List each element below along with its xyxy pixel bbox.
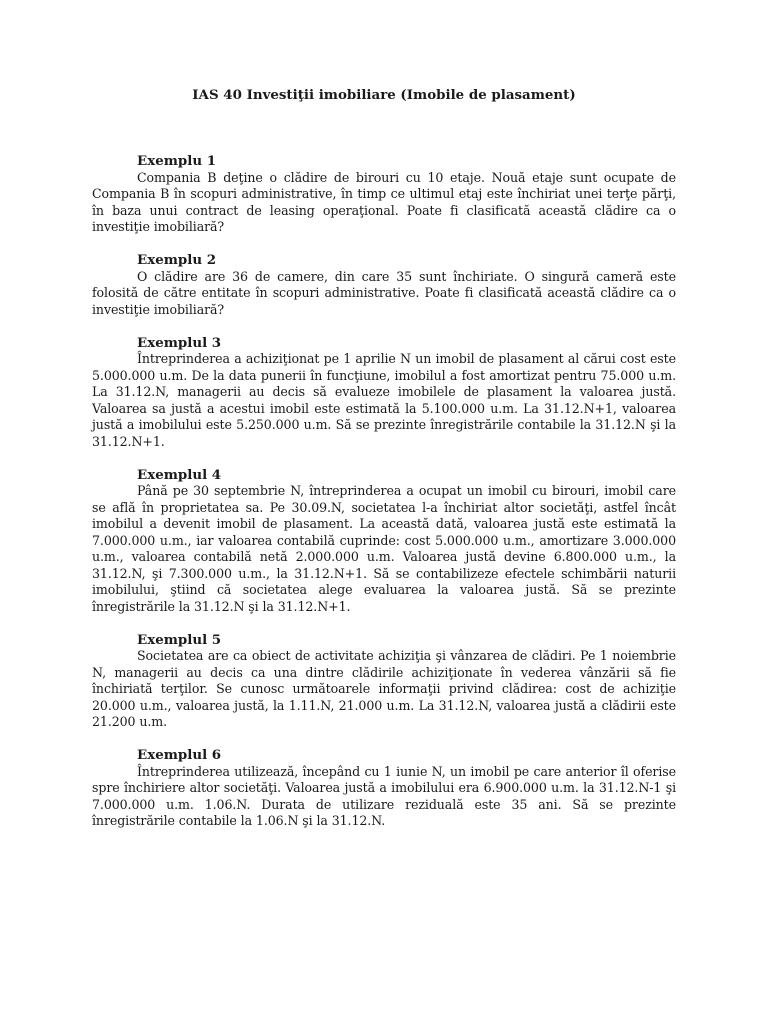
example-6-heading: Exemplul 6 xyxy=(137,747,222,763)
example-5-text: Societatea are ca obiect de activitate achiziţia şi vânzarea de clădiri. Pe 1 noiembrie N, managerii au decis ca una dintre clădirile achiziţionate în vederea vânzării să fie închiriată terţilor. Se cunosc următoarele informaţii privind clădirea: cost de achiziţie 20.000 u.m., valoarea justă, la 1.11.N, 21.000 u.m. La 31.12.N, valoarea justă a clădirii este 21.200 u.m. xyxy=(92,648,676,729)
example-6-text: Întreprinderea utilizează, începând cu 1 iunie N, un imobil pe care anterior îl oferise spre închiriere altor societăţi. Valoarea justă a imobilului era 6.900.000 u.m. la 31.12.N-1 şi 7.000.000 u.m. 1.06.N. Durata de utilizare reziduală este 35 ani. Să se prezinte înregistrările contabile la 1.06.N şi la 31.12.N. xyxy=(92,763,676,828)
page-title: IAS 40 Investiţii imobiliare (Imobile de plasament) xyxy=(192,87,576,103)
example-1-heading: Exemplu 1 xyxy=(137,153,217,169)
example-2-text: O clădire are 36 de camere, din care 35 sunt închiriate. O singură cameră este folosită de către entitate în scopuri administrative. Poate fi clasificată această clădire ca o investiţie imobiliară? xyxy=(92,268,676,317)
example-3-heading: Exemplul 3 xyxy=(137,334,222,351)
example-2 xyxy=(92,252,676,318)
example-1 xyxy=(92,153,676,236)
document-content xyxy=(92,153,676,846)
example-4-heading: Exemplul 4 xyxy=(137,466,222,483)
example-2-heading: Exemplu 2 xyxy=(137,252,217,268)
example-3-text: Întreprinderea a achiziţionat pe 1 aprilie N un imobil de plasament al cărui cost este 5.000.000 u.m. De la data punerii în funcţiune, imobilul a fost amortizat pentru 75.000 u.m. La 31.12.N, managerii au decis să evalueze imobilele de plasament la valoarea justă. Valoarea sa justă a acestui imobil este estimată la 5.100.000 u.m. La 31.12.N+1, valoarea justă a imobilului este 5.250.000 u.m. Să se prezinte înregistrările contabile la 31.12.N şi la 31.12.N+1. xyxy=(92,351,676,449)
example-5 xyxy=(92,632,676,731)
example-1-text: Compania B deţine o clădire de birouri cu 10 etaje. Nouă etaje sunt ocupate de Compania B în scopuri administrative, în timp ce ultimul etaj este închiriat unei terţe părţi, în baza unui contract de leasing operaţional. Poate fi clasificată această clădire ca o investiţie imobiliară? xyxy=(92,169,676,234)
example-5-heading: Exemplul 5 xyxy=(137,631,222,648)
example-4 xyxy=(92,467,676,616)
example-3 xyxy=(92,335,676,451)
example-4-text: Până pe 30 septembrie N, întreprinderea a ocupat un imobil cu birouri, imobil care se află în proprietatea sa. Pe 30.09.N, societatea l-a închiriat altor societăţi, astfel încât imobilul a devenit imobil de plasament. La această dată, valoarea justă este estimată la 7.000.000 u.m., iar valoarea contabilă cuprinde: cost 5.000.000 u.m., amortizare 3.000.000 u.m., valoarea contabilă netă 2.000.000 u.m. Valoarea justă devine 6.800.000 u.m., la 31.12.N, şi 7.300.000 u.m., la 31.12.N+1. Să se contabilizeze efectele schimbării naturii imobilului, ştiind că societatea alege evaluarea la valoarea justă. Să se prezinte înregistrările la 31.12.N şi la 31.12.N+1. xyxy=(92,483,676,614)
example-6 xyxy=(92,747,676,830)
